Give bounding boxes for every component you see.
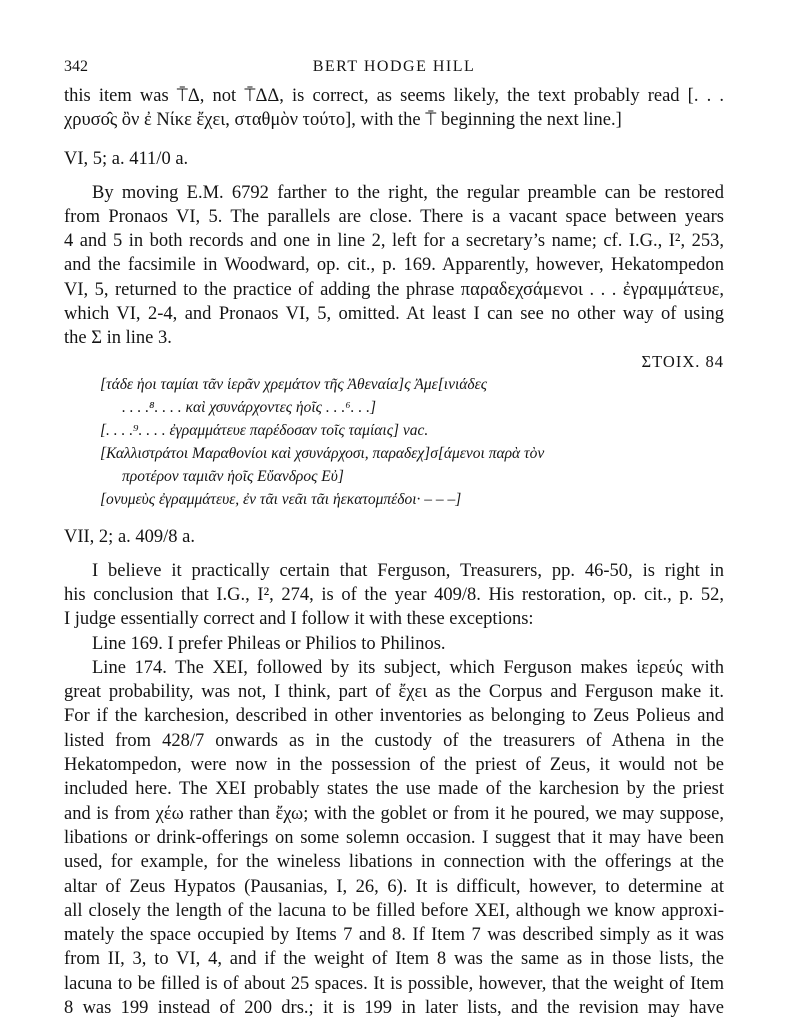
- paragraph-line: listed from 428/7 onwards as in the custody of the treasurers of Athena in the: [64, 730, 724, 751]
- paragraph-line: altar of Zeus Hypatos (Pausanias, I, 26, 6). It is difficult, however, to determine at: [64, 876, 724, 897]
- paragraph-line: included here. The XEI probably states the use made of the karchesion by the priest: [64, 779, 724, 800]
- intro-line-2: χρυσο̂ς ὂν ἐ Νίκε ἔχει, σταθμὸν τούτο], with the ⍑ beginning the next line.]: [64, 110, 622, 131]
- paragraph-line: 8 was 199 instead of 200 drs.; it is 199 in later lists, and the revision may have: [64, 998, 724, 1019]
- inscription-line: προτέρον ταμιᾶν ἡοῖς Εὔανδρος Εὐ]: [122, 467, 344, 485]
- inscription-line: . . . .⁸. . . . καὶ χσυνάρχοντες ἡοῖς . . .⁶. . .]: [122, 398, 377, 416]
- section-heading-vi-5: VI, 5; a. 411/0 a.: [64, 148, 189, 169]
- paragraph-line: great probability, was not, I think, part of ἔχει as the Corpus and Ferguson make it.: [64, 682, 724, 703]
- paragraph-line: the Σ in line 3.: [64, 328, 172, 349]
- paragraph-line: used, for example, for the wineless libations in connection with the offerings at the: [64, 852, 724, 873]
- inscription-line: [. . . .⁹. . . . ἐγραμμάτευε παρέδοσαν τοῖς ταμίαις] vac.: [100, 421, 429, 439]
- inscription-block: [100, 373, 712, 511]
- paragraph-line: libations or drink-offerings on some solemn occasion. I suggest that it may have been: [64, 827, 724, 848]
- line-169-paragraph: Line 169. I prefer Phileas or Philios to Philinos.: [92, 633, 446, 654]
- section-heading-vii-2: VII, 2; a. 409/8 a.: [64, 526, 196, 547]
- paragraph-line: from II, 3, to VI, 4, and if the weight of Item 8 was the same as in those lists, the: [64, 949, 724, 970]
- stoichedon-label: ΣTOIX. 84: [641, 351, 724, 371]
- intro-paragraph: [64, 84, 724, 133]
- section-vii-2-paragraph-2: [64, 656, 724, 1020]
- paragraph-line: mately the space occupied by Items 7 and 8. If Item 7 was described simply as it was: [64, 925, 724, 946]
- paragraph-line: lacuna to be filled is of about 25 spaces. It is possible, however, that the weight of Item: [64, 973, 724, 994]
- paragraph-line: Line 174. The XEI, followed by its subject, which Ferguson makes ἱερεύς with: [92, 657, 724, 678]
- paragraph-line: his conclusion that I.G., I², 274, is of the year 409/8. His restoration, op. cit., p. 52,: [64, 584, 724, 605]
- paragraph-line: which VI, 2-4, and Pronaos VI, 5, omitted. At least I can see no other way of using: [64, 304, 724, 325]
- section-vii-2-paragraph-1: [64, 559, 724, 632]
- paragraph-line: 4 and 5 in both records and one in line 2, left for a secretary’s name; cf. I.G., I², 253,: [64, 231, 724, 252]
- paragraph-line: By moving E.M. 6792 farther to the right, the regular preamble can be restored: [92, 182, 724, 203]
- inscription-line: [Καλλιστράτοι Μαραθονίοι καὶ χσυνάρχοσι, παραδεχ]σ[άμενοι παρὰ τὸν: [100, 444, 545, 462]
- paragraph-line: and is from χέω rather than ἔχω; with the goblet or from it he poured, we may suppose,: [64, 803, 724, 824]
- paragraph-line: Hekatompedon, were now in the possession of the priest of Zeus, it would not be: [64, 755, 724, 776]
- paragraph-line: all closely the length of the lacuna to be filled before XEI, although we know approxi-: [64, 900, 724, 921]
- page: [64, 58, 724, 1020]
- running-title: BERT HODGE HILL: [312, 58, 476, 75]
- intro-line-1: this item was ⍑Δ, not ⍑ΔΔ, is correct, as seems likely, the text probably read [. . .: [64, 86, 724, 106]
- section-vi-5-paragraph: [64, 181, 724, 351]
- running-head: [64, 58, 724, 84]
- page-number: 342: [64, 58, 88, 75]
- paragraph-line: I believe it practically certain that Ferguson, Treasurers, pp. 46-50, is right in: [92, 560, 724, 581]
- paragraph-line: VI, 5, returned to the practice of adding the phrase παραδεχσάμενοι . . . ἐγραμμάτευε,: [64, 279, 724, 300]
- inscription-line: [ονυμεὺς ἐγραμμάτευε, ἐν τᾶι νεᾶι τᾶι ἡεκατομπέδοι· – – –]: [100, 490, 462, 508]
- paragraph-line: I judge essentially correct and I follow it with these exceptions:: [64, 609, 534, 630]
- paragraph-line: and the facsimile in Woodward, op. cit., p. 169. Apparently, however, Hekatompedon: [64, 255, 724, 276]
- paragraph-line: from Pronaos VI, 5. The parallels are close. There is a vacant space between years: [64, 206, 724, 227]
- paragraph-line: For if the karchesion, described in other inventories as belonging to Zeus Polieus and: [64, 706, 724, 727]
- inscription-line: [τάδε ἡοι ταμίαι τᾶν ἱερᾶν χρεμάτον τῆς Ἀθεναία]ς Ἀμε[ινιάδες: [100, 375, 487, 393]
